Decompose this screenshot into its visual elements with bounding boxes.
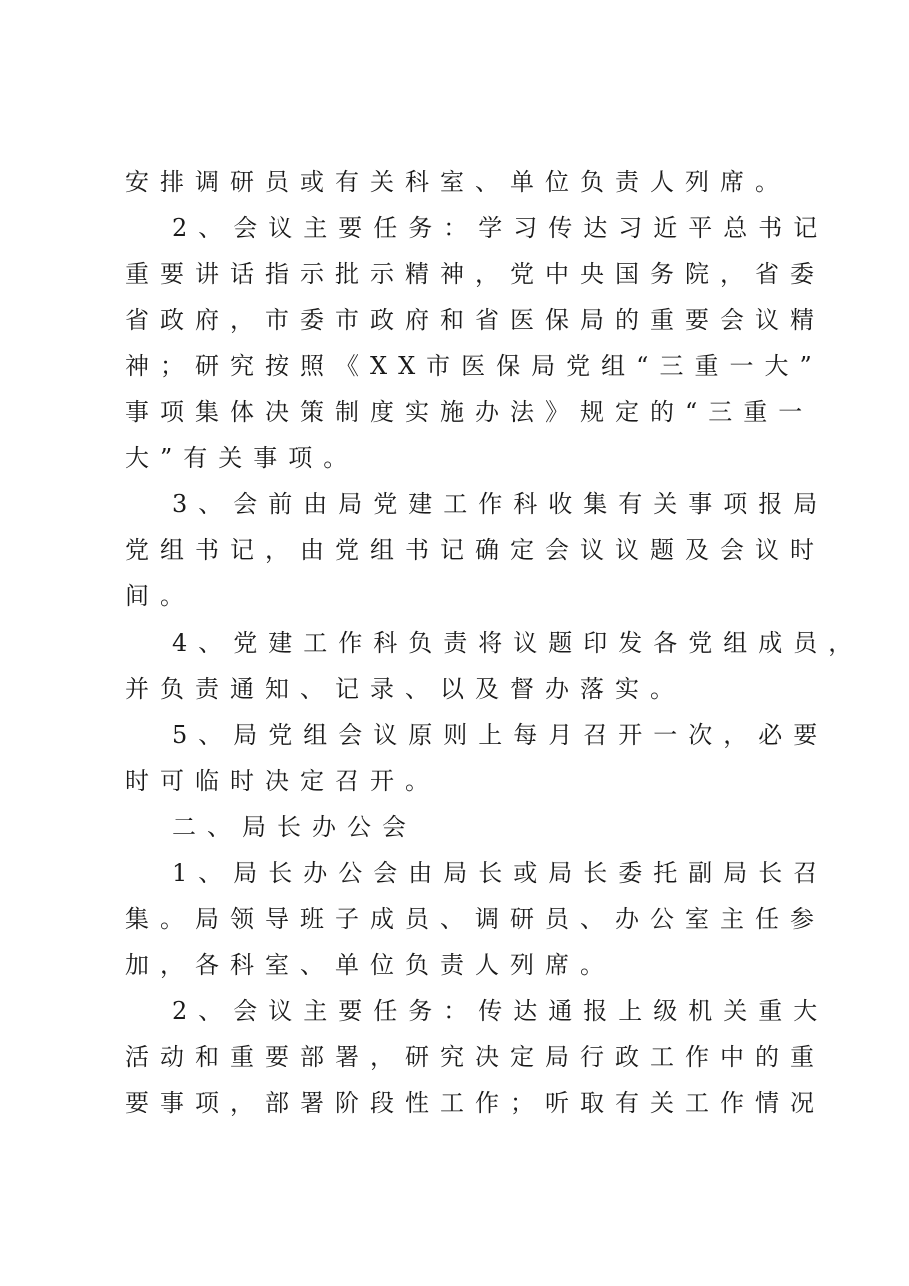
text-line-10: 间。 bbox=[125, 582, 195, 610]
text-line-3: 重要讲话指示批示精神，党中央国务院，省委 bbox=[125, 260, 825, 288]
text-line-21: 要事项，部署阶段性工作；听取有关工作情况 bbox=[125, 1089, 825, 1117]
text-line-9: 党组书记，由党组书记确定会议议题及会议时 bbox=[125, 536, 825, 564]
text-line-19: 2、会议主要任务：传达通报上级机关重大 bbox=[172, 997, 829, 1025]
text-line-18: 加，各科室、单位负责人列席。 bbox=[125, 951, 615, 979]
text-line-16: 1、局长办公会由局长或局长委托副局长召 bbox=[172, 859, 829, 887]
text-line-7: 大”有关事项。 bbox=[125, 444, 359, 472]
text-line-13: 5、局党组会议原则上每月召开一次，必要 bbox=[172, 721, 829, 749]
text-line-6: 事项集体决策制度实施办法》规定的“三重一 bbox=[125, 398, 814, 426]
text-line-8: 3、会前由局党建工作科收集有关事项报局 bbox=[172, 490, 829, 518]
text-line-4: 省政府，市委市政府和省医保局的重要会议精 bbox=[125, 306, 825, 334]
text-line-17: 集。局领导班子成员、调研员、办公室主任参 bbox=[125, 905, 825, 933]
text-line-11: 4、党建工作科负责将议题印发各党组成员， bbox=[172, 629, 864, 657]
text-line-2: 2、会议主要任务：学习传达习近平总书记 bbox=[172, 214, 829, 242]
text-line-5: 神；研究按照《XX市医保局党组“三重一大” bbox=[125, 352, 823, 380]
text-line-1: 安排调研员或有关科室、单位负责人列席。 bbox=[125, 168, 790, 196]
text-line-12: 并负责通知、记录、以及督办落实。 bbox=[125, 675, 685, 703]
text-line-14: 时可临时决定召开。 bbox=[125, 767, 440, 795]
section-heading: 二、局长办公会 bbox=[172, 813, 417, 841]
text-line-20: 活动和重要部署，研究决定局行政工作中的重 bbox=[125, 1043, 825, 1071]
